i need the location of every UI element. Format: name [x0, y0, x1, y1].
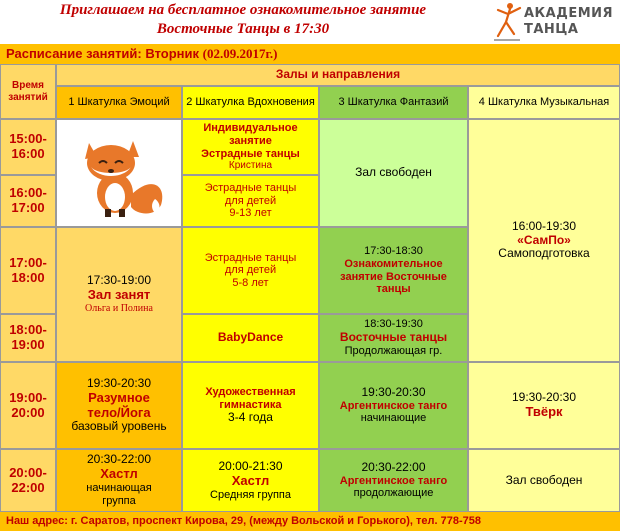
time-slot-5-start: 19:00- [9, 389, 47, 405]
hall2-estr2-title: Эстрадные танцы для детей [204, 251, 297, 277]
hall3-tango2-title: Аргентинское танго [339, 474, 448, 487]
header-title-line2: Восточные Танцы в 17:30 [156, 21, 330, 37]
hall3-tango1-time: 19:30-20:30 [361, 384, 426, 399]
hall1-hustle [56, 449, 182, 512]
time-slot-2-start: 16:00- [9, 185, 47, 201]
schedule-date: (02.09.2017г.) [202, 46, 278, 61]
halls-header-text: Залы и направления [275, 67, 401, 82]
hall4-twerk-time: 19:30-20:30 [511, 390, 577, 405]
hall2-estr1-age: 9-13 лет [229, 207, 272, 220]
hall1-busy [56, 227, 182, 362]
hall-header-1 [56, 86, 182, 119]
time-slot-2-end: 17:00 [11, 200, 45, 215]
hall1-hustle-title: Хастл [100, 466, 138, 482]
hall1-busy-time: 17:30-19:00 [86, 273, 152, 288]
dancer-logo-icon [490, 0, 524, 44]
time-slot-2 [0, 175, 56, 227]
time-column-header [0, 64, 56, 119]
hall4-sampo [468, 119, 620, 362]
hall1-yoga [56, 362, 182, 449]
time-column-header-text: Время занятий [8, 80, 48, 103]
schedule-table [0, 64, 620, 512]
hall2-hustle-level: Средняя группа [210, 488, 291, 501]
header-title-line1: Приглашаем на бесплатное ознакомительное занятие [59, 2, 427, 18]
hall1-busy-title: Зал занят [87, 287, 151, 303]
hall3-tango1-level: начинающие [360, 412, 427, 425]
hall3-tango1-title: Аргентинское танго [339, 399, 448, 412]
hall2-babydance [182, 314, 319, 362]
time-slot-6-end: 22:00 [11, 479, 45, 495]
hall1-yoga-level: базовый уровень [71, 419, 167, 434]
hall2-indiv-title: Индивидуальное занятие [203, 122, 298, 147]
hall-header-2 [182, 86, 319, 119]
hall2-babydance-title: BabyDance [217, 330, 284, 345]
hall3-intro-title: Ознакомительное занятие Восточные танцы [340, 257, 447, 296]
hall1-fox-cell [56, 119, 182, 227]
hall2-indiv [182, 119, 319, 175]
hall4-free-text: Зал свободен [505, 472, 583, 487]
hall3-tango2 [319, 449, 468, 512]
hall4-sampo-title: «СамПо» [517, 232, 571, 247]
hall-header-3 [319, 86, 468, 119]
time-slot-1-end: 16:00 [11, 146, 45, 161]
hall4-twerk-title: Твёрк [525, 403, 563, 419]
hall3-intro-time: 17:30-18:30 [364, 245, 423, 258]
hall3-intro [319, 227, 468, 314]
hall4-twerk [468, 362, 620, 449]
time-slot-3 [0, 227, 56, 314]
time-slot-5-end: 20:00 [11, 404, 45, 420]
hall3-east [319, 314, 468, 362]
hall4-sampo-time: 16:00-19:30 [511, 218, 577, 233]
halls-header [56, 64, 620, 86]
hall2-hustle-time: 20:00-21:30 [218, 458, 283, 473]
hall1-yoga-time: 19:30-20:30 [86, 375, 152, 390]
logo-line2: ТАНЦА [524, 22, 579, 37]
hall3-east-level: Продолжающая гр. [344, 344, 443, 357]
time-slot-1 [0, 119, 56, 175]
hall2-estr1-title: Эстрадные танцы для детей [204, 182, 297, 207]
time-slot-1-start: 15:00- [9, 131, 47, 147]
hall3-tango1 [319, 362, 468, 449]
hall2-indiv-who: Кристина [228, 160, 273, 172]
time-slot-4-end: 19:00 [11, 337, 45, 352]
hall-header-1-text: 1 Шкатулка Эмоций [68, 96, 170, 109]
hall2-estr1 [182, 175, 319, 227]
logo-line1: АКАДЕМИЯ [524, 6, 614, 21]
hall2-gym-age: 3-4 года [228, 410, 273, 425]
hall-header-4 [468, 86, 620, 119]
time-slot-6-start: 20:00- [9, 464, 47, 480]
hall2-gym-title: Художественная гимнастика [205, 385, 296, 411]
hall-header-4-text: 4 Шкатулка Музыкальная [478, 96, 610, 109]
hall2-hustle-title: Хастл [231, 472, 270, 488]
schedule-label: Расписание занятий: Вторник [6, 46, 203, 61]
hall2-estr2-age: 5-8 лет [232, 276, 269, 289]
header [0, 0, 620, 44]
hall1-hustle-level: начинающая группа [86, 482, 152, 507]
time-slot-3-start: 17:00- [9, 254, 47, 270]
time-slot-5 [0, 362, 56, 449]
hall2-gym [182, 362, 319, 449]
address-footer: Наш адрес: г. Саратов, проспект Кирова, 29, (между Вольской и Горького), тел. 778-758 [0, 512, 620, 531]
hall4-sampo-sub: Самоподготовка [498, 246, 590, 261]
hall3-east-time: 18:30-19:30 [364, 318, 423, 331]
hall-header-3-text: 3 Шкатулка Фантазий [338, 96, 449, 109]
hall4-free [468, 449, 620, 512]
hall3-tango2-time: 20:30-22:00 [361, 459, 426, 474]
hall2-hustle [182, 449, 319, 512]
time-slot-4 [0, 314, 56, 362]
hall2-estr2 [182, 227, 319, 314]
fox-mascot [71, 125, 167, 221]
hall2-indiv-sub: Эстрадные танцы [201, 147, 300, 160]
time-slot-4-start: 18:00- [9, 322, 47, 338]
academy-logo [490, 0, 620, 44]
schedule-bar [0, 44, 620, 64]
hall3-tango2-level: продолжающие [353, 487, 434, 500]
hall3-east-title: Восточные танцы [339, 330, 448, 345]
hall1-hustle-time: 20:30-22:00 [86, 452, 152, 467]
hall3-free-text: Зал свободен [355, 165, 432, 180]
time-slot-3-end: 18:00 [11, 269, 45, 285]
hall-header-2-text: 2 Шкатулка Вдохновения [186, 96, 315, 109]
hall1-busy-who: Ольга и Полина [85, 303, 153, 315]
hall1-yoga-title: Разумное тело/Йога [87, 389, 151, 420]
time-slot-6 [0, 449, 56, 512]
hall3-free [319, 119, 468, 227]
